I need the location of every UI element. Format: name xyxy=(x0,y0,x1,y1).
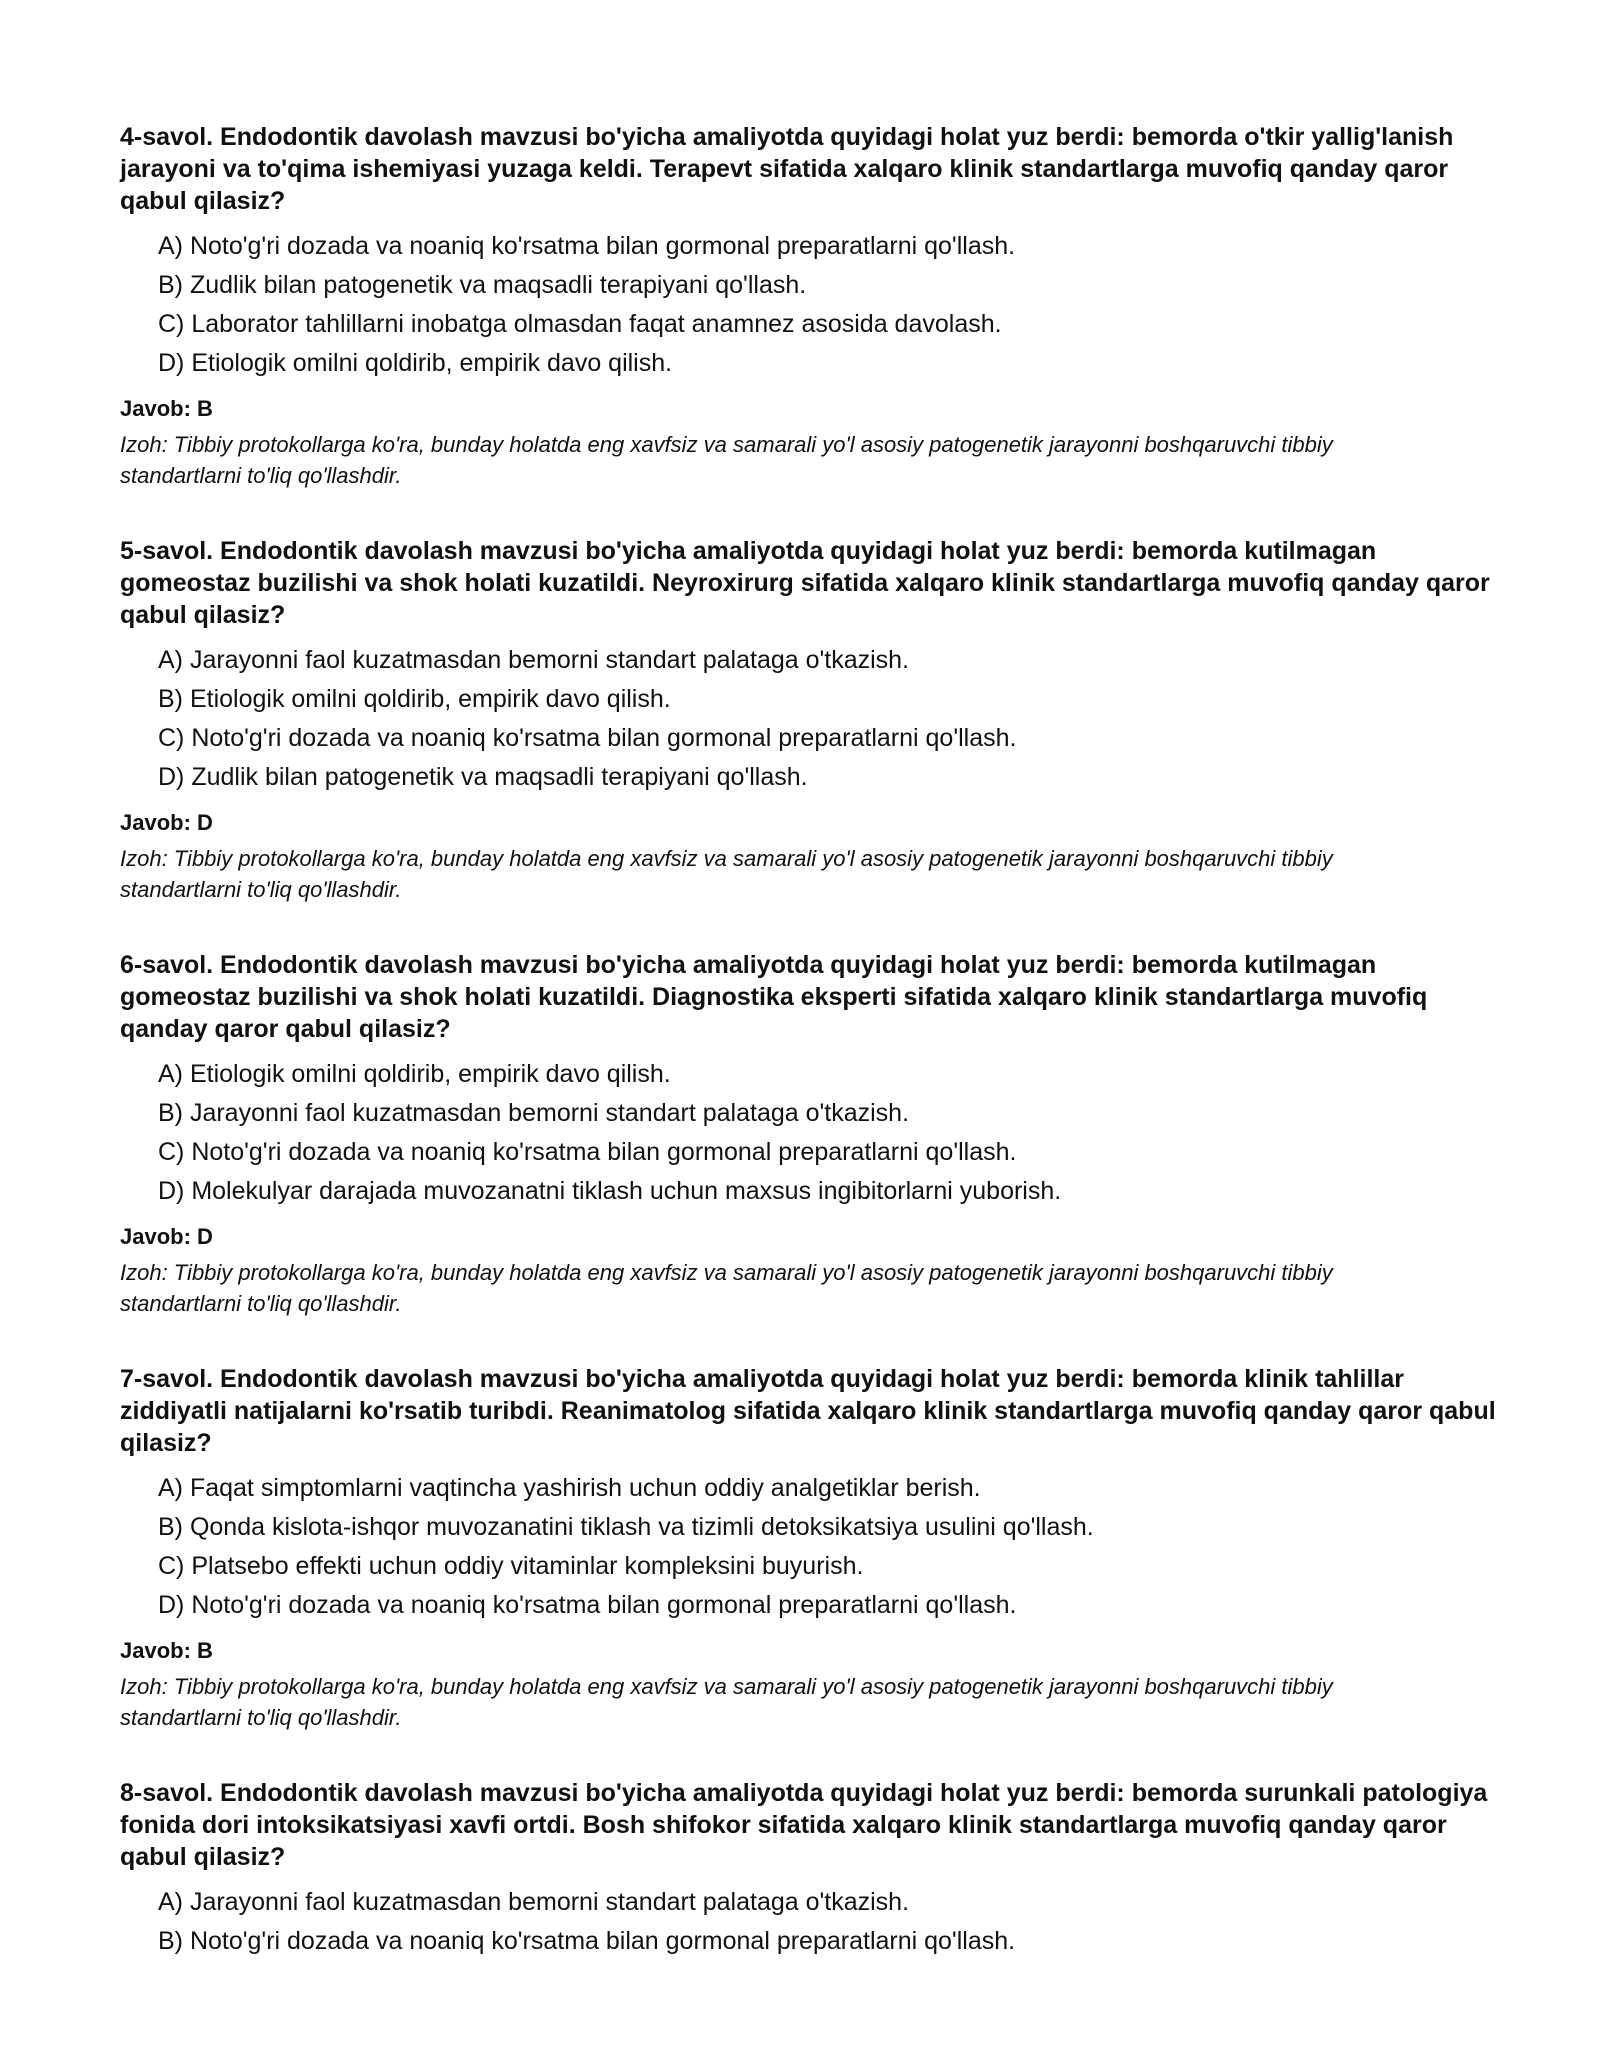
question-block xyxy=(120,535,1500,905)
options-list xyxy=(120,1883,1500,1961)
question-block xyxy=(120,1777,1500,1961)
option-a: A) Noto'g'ri dozada va noaniq ko'rsatma bilan gormonal preparatlarni qo'llash. xyxy=(158,232,1016,260)
options-list xyxy=(120,227,1500,383)
option-b: B) Etiologik omilni qoldirib, empirik davo qilish. xyxy=(158,685,671,713)
options-list xyxy=(120,641,1500,797)
answer-label: Javob: B xyxy=(120,1638,213,1663)
question-title: 8-savol. Endodontik davolash mavzusi bo'yicha amaliyotda quyidagi holat yuz berdi: bemorda surunkali patologiya fonida dori intoksikatsiyasi xavfi ortdi. Bosh shifokor sifatida xalqaro klinik standartlarga muvofiq qanday qaror qabul qilasiz? xyxy=(120,1779,1488,1871)
option-d: D) Molekulyar darajada muvozanatni tiklash uchun maxsus ingibitorlarni yuborish. xyxy=(158,1177,1062,1205)
option-d: D) Zudlik bilan patogenetik va maqsadli terapiyani qo'llash. xyxy=(158,763,808,791)
explanation-text: Izoh: Tibbiy protokollarga ko'ra, bunday holatda eng xavfsiz va samarali yo'l asosiy patogenetik jarayonni boshqaruvchi tibbiy standartlarni to'liq qo'llashdir. xyxy=(120,432,1333,488)
option-b: B) Qonda kislota-ishqor muvozanatini tiklash va tizimli detoksikatsiya usulini qo'llash. xyxy=(158,1513,1094,1541)
question-title: 4-savol. Endodontik davolash mavzusi bo'yicha amaliyotda quyidagi holat yuz berdi: bemorda o'tkir yallig'lanish jarayoni va to'qima ishemiyasi yuzaga keldi. Terapevt sifatida xalqaro klinik standartlarga muvofiq qanday qaror qabul qilasiz? xyxy=(120,123,1454,215)
question-title: 5-savol. Endodontik davolash mavzusi bo'yicha amaliyotda quyidagi holat yuz berdi: bemorda kutilmagan gomeostaz buzilishi va shok holati kuzatildi. Neyroxirurg sifatida xalqaro klinik standartlarga muvofiq qanday qaror qabul qilasiz? xyxy=(120,537,1490,629)
option-c: C) Noto'g'ri dozada va noaniq ko'rsatma bilan gormonal preparatlarni qo'llash. xyxy=(158,724,1017,752)
option-a: A) Etiologik omilni qoldirib, empirik davo qilish. xyxy=(158,1060,671,1088)
option-a: A) Jarayonni faol kuzatmasdan bemorni standart palataga o'tkazish. xyxy=(158,1888,910,1916)
question-block xyxy=(120,121,1500,491)
option-c: C) Laborator tahlillarni inobatga olmasdan faqat anamnez asosida davolash. xyxy=(158,310,1002,338)
option-a: A) Faqat simptomlarni vaqtincha yashirish uchun oddiy analgetiklar berish. xyxy=(158,1474,981,1502)
question-block xyxy=(120,1363,1500,1733)
option-c: C) Platsebo effekti uchun oddiy vitaminlar kompleksini buyurish. xyxy=(158,1552,864,1580)
option-c: C) Noto'g'ri dozada va noaniq ko'rsatma bilan gormonal preparatlarni qo'llash. xyxy=(158,1138,1017,1166)
option-b: B) Zudlik bilan patogenetik va maqsadli terapiyani qo'llash. xyxy=(158,271,807,299)
option-d: D) Noto'g'ri dozada va noaniq ko'rsatma bilan gormonal preparatlarni qo'llash. xyxy=(158,1591,1017,1619)
explanation-text: Izoh: Tibbiy protokollarga ko'ra, bunday holatda eng xavfsiz va samarali yo'l asosiy patogenetik jarayonni boshqaruvchi tibbiy standartlarni to'liq qo'llashdir. xyxy=(120,846,1333,902)
option-b: B) Noto'g'ri dozada va noaniq ko'rsatma bilan gormonal preparatlarni qo'llash. xyxy=(158,1927,1016,1955)
question-block xyxy=(120,949,1500,1319)
option-d: D) Etiologik omilni qoldirib, empirik davo qilish. xyxy=(158,349,673,377)
answer-label: Javob: D xyxy=(120,1224,213,1249)
option-a: A) Jarayonni faol kuzatmasdan bemorni standart palataga o'tkazish. xyxy=(158,646,910,674)
explanation-text: Izoh: Tibbiy protokollarga ko'ra, bunday holatda eng xavfsiz va samarali yo'l asosiy patogenetik jarayonni boshqaruvchi tibbiy standartlarni to'liq qo'llashdir. xyxy=(120,1674,1333,1730)
option-b: B) Jarayonni faol kuzatmasdan bemorni standart palataga o'tkazish. xyxy=(158,1099,910,1127)
options-list xyxy=(120,1469,1500,1625)
options-list xyxy=(120,1055,1500,1211)
question-title: 7-savol. Endodontik davolash mavzusi bo'yicha amaliyotda quyidagi holat yuz berdi: bemorda klinik tahlillar ziddiyatli natijalarni ko'rsatib turibdi. Reanimatolog sifatida xalqaro klinik standartlarga muvofiq qanday qaror qabul qilasiz? xyxy=(120,1365,1496,1457)
answer-label: Javob: B xyxy=(120,396,213,421)
explanation-text: Izoh: Tibbiy protokollarga ko'ra, bunday holatda eng xavfsiz va samarali yo'l asosiy patogenetik jarayonni boshqaruvchi tibbiy standartlarni to'liq qo'llashdir. xyxy=(120,1260,1333,1316)
document-page xyxy=(120,121,1500,2005)
answer-label: Javob: D xyxy=(120,810,213,835)
question-title: 6-savol. Endodontik davolash mavzusi bo'yicha amaliyotda quyidagi holat yuz berdi: bemorda kutilmagan gomeostaz buzilishi va shok holati kuzatildi. Diagnostika eksperti sifatida xalqaro klinik standartlarga muvofiq qanday qaror qabul qilasiz? xyxy=(120,951,1428,1043)
